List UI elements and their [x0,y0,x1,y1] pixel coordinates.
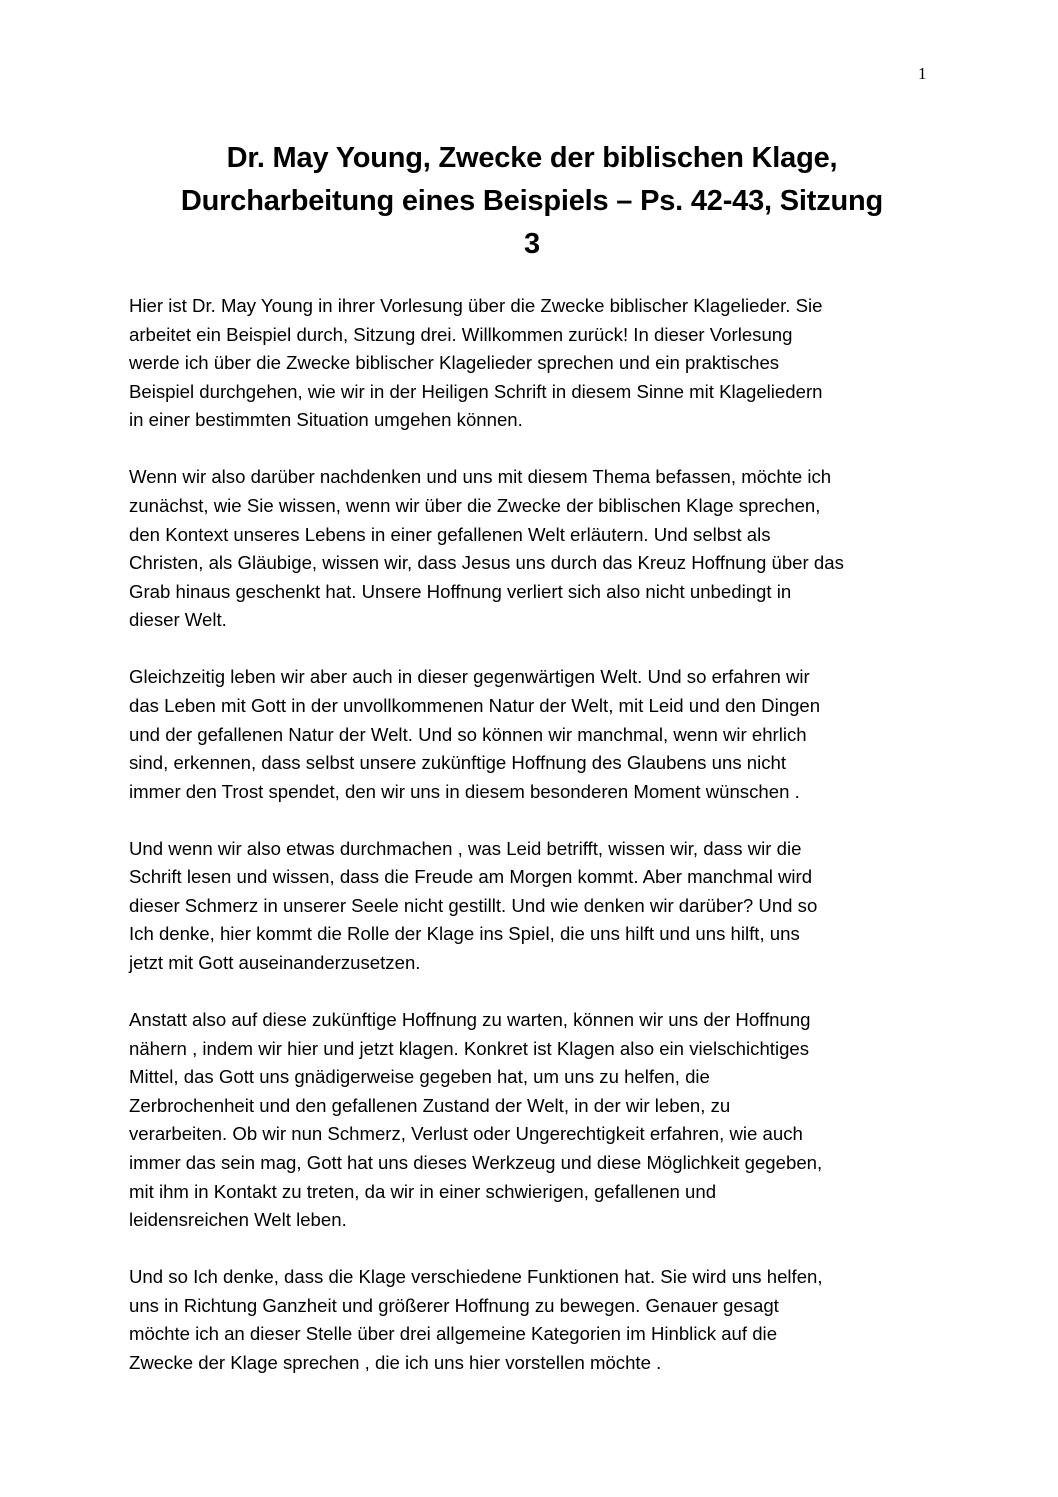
document-body [129,292,929,1406]
text-line: zunächst, wie Sie wissen, wenn wir über die Zwecke der biblischen Klage sprechen, [129,494,821,516]
text-line: Wenn wir also darüber nachdenken und uns mit diesem Thema befassen, möchte ich [129,466,832,488]
paragraph-5 [129,1006,929,1235]
text-line: Gleichzeitig leben wir aber auch in dieser gegenwärtigen Welt. Und so erfahren wir [129,666,810,688]
text-line: immer den Trost spendet, den wir uns in diesem besonderen Moment wünschen . [129,780,800,802]
text-line: Zwecke der Klage sprechen , die ich uns hier vorstellen möchte . [129,1351,662,1373]
text-line: in einer bestimmten Situation umgehen können. [129,409,523,431]
paragraph-1 [129,292,929,435]
text-line: mit ihm in Kontakt zu treten, da wir in einer schwierigen, gefallenen und [129,1180,717,1202]
text-line: Anstatt also auf diese zukünftige Hoffnung zu warten, können wir uns der Hoffnung [129,1009,811,1031]
text-line: den Kontext unseres Lebens in einer gefallenen Welt erläutern. Und selbst als [129,523,771,545]
paragraph-6 [129,1263,929,1377]
paragraph-2 [129,463,929,635]
text-line: dieser Welt. [129,609,227,631]
title-line: Dr. May Young, Zwecke der biblischen Klage, [226,142,838,174]
text-line: werde ich über die Zwecke biblischer Klagelieder sprechen und ein praktisches [129,352,780,374]
text-line: Mittel, das Gott uns gnädigerweise gegeben hat, um uns zu helfen, die [129,1066,710,1088]
text-line: Grab hinaus geschenkt hat. Unsere Hoffnung verliert sich also nicht unbedingt in [129,580,792,602]
text-line: möchte ich an dieser Stelle über drei allgemeine Kategorien im Hinblick auf die [129,1323,778,1345]
text-line: sind, erkennen, dass selbst unsere zukünftige Hoffnung des Glaubens uns nicht [129,752,787,774]
text-line: verarbeiten. Ob wir nun Schmerz, Verlust oder Ungerechtigkeit erfahren, wie auch [129,1123,803,1145]
text-line: uns in Richtung Ganzheit und größerer Hoffnung zu bewegen. Genauer gesagt [129,1294,779,1316]
text-line: Und so Ich denke, dass die Klage verschiedene Funktionen hat. Sie wird uns helfen, [129,1266,823,1288]
page-number: 1 [918,64,927,83]
title-line: 3 [524,228,540,260]
text-line: und der gefallenen Natur der Welt. Und so können wir manchmal, wenn wir ehrlich [129,723,807,745]
text-line: Hier ist Dr. May Young in ihrer Vorlesung über die Zwecke biblischer Klagelieder. Sie [129,295,823,316]
text-line: Zerbrochenheit und den gefallenen Zustand der Welt, in der wir leben, zu [129,1094,731,1116]
text-line: jetzt mit Gott auseinanderzusetzen. [129,952,421,974]
text-line: immer das sein mag, Gott hat uns dieses Werkzeug und diese Möglichkeit gegeben, [129,1152,823,1173]
text-line: Und wenn wir also etwas durchmachen , was Leid betrifft, wissen wir, dass wir die [129,837,802,859]
text-line: leidensreichen Welt leben. [129,1209,347,1231]
text-line: Ich denke, hier kommt die Rolle der Klage ins Spiel, die uns hilft und uns hilft, uns [129,923,800,945]
text-line: dieser Schmerz in unserer Seele nicht gestillt. Und wie denken wir darüber? Und so [129,894,818,916]
document-title [128,137,936,266]
text-line: arbeitet ein Beispiel durch, Sitzung drei. Willkommen zurück! In dieser Vorlesung [129,323,793,345]
text-line: Beispiel durchgehen, wie wir in der Heiligen Schrift in diesem Sinne mit Klageliedern [129,380,823,402]
text-line: nähern , indem wir hier und jetzt klagen. Konkret ist Klagen also ein vielschichtiges [129,1037,810,1059]
paragraph-3 [129,663,929,806]
title-line: Durcharbeitung eines Beispiels – Ps. 42-43, Sitzung [180,185,884,217]
text-line: Schrift lesen und wissen, dass die Freude am Morgen kommt. Aber manchmal wird [129,866,813,888]
text-line: Christen, als Gläubige, wissen wir, dass Jesus uns durch das Kreuz Hoffnung über das [129,552,844,574]
paragraph-4 [129,835,929,978]
text-line: das Leben mit Gott in der unvollkommenen Natur der Welt, mit Leid und den Dingen [129,694,821,716]
